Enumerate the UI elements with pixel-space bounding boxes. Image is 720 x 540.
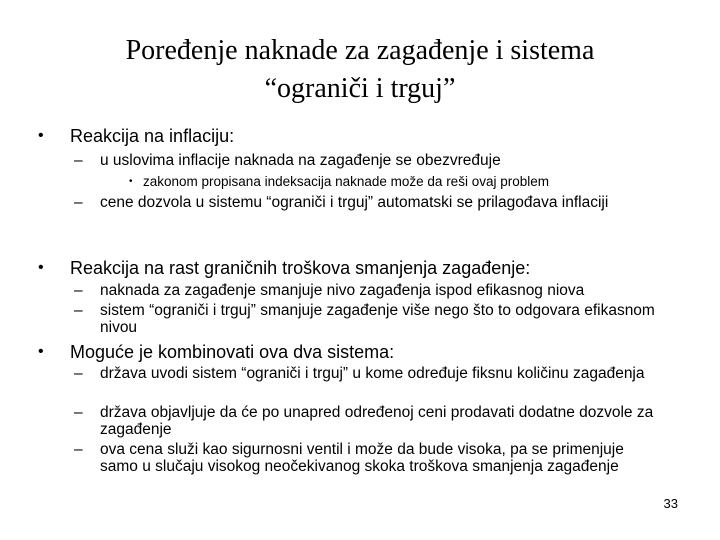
list-item bbox=[74, 152, 670, 170]
bullet-icon: • bbox=[38, 127, 44, 144]
slide-title bbox=[40, 32, 680, 108]
section-heading-marginal-costs bbox=[38, 258, 531, 278]
dash-icon: – bbox=[74, 152, 83, 169]
dash-icon: – bbox=[74, 404, 83, 421]
list-item bbox=[74, 365, 670, 383]
list-item-text: država objavljuje da će po unapred određenoj ceni prodavati dodatne dozvole za zagađenje bbox=[100, 404, 654, 438]
list-item bbox=[74, 441, 640, 475]
bullet-icon: • bbox=[129, 176, 133, 187]
list-item-text: država uvodi sistem “ograniči i trguj” u kome određuje fiksnu količinu zagađenja bbox=[100, 365, 645, 382]
list-item-text: naknada za zagađenje smanjuje nivo zagađenja ispod efikasnog niova bbox=[100, 282, 585, 299]
sub-list-item-text: zakonom propisana indeksacija naknade može da reši ovaj problem bbox=[143, 174, 549, 189]
slide-title-line-2: “ograniči i trguj” bbox=[264, 73, 456, 104]
bullet-icon: • bbox=[38, 343, 44, 360]
page-number: 33 bbox=[663, 496, 678, 511]
list-item-text: ova cena služi kao sigurnosni ventil i može da bude visoka, pa se primenjuje samo u slučaju visokog neočekivanog skoka troškova smanjenja zagađenje bbox=[100, 441, 624, 475]
dash-icon: – bbox=[74, 302, 83, 319]
list-item-text: u uslovima inflacije naknada na zagađenje se obezvređuje bbox=[100, 152, 501, 169]
list-item bbox=[74, 404, 670, 438]
dash-icon: – bbox=[74, 194, 83, 211]
slide-title-line-1: Poređenje naknade za zagađenje i sistema bbox=[125, 35, 595, 66]
list-item bbox=[74, 282, 670, 300]
list-item bbox=[74, 194, 645, 212]
section-heading-text: Reakcija na inflaciju: bbox=[70, 126, 235, 146]
section-heading-text: Moguće je kombinovati ova dva sistema: bbox=[70, 342, 395, 362]
list-item bbox=[74, 302, 670, 336]
list-item-text: cene dozvola u sistemu “ograniči i trguj” automatski se prilagođava inflaciji bbox=[100, 194, 609, 211]
bullet-icon: • bbox=[38, 259, 44, 276]
dash-icon: – bbox=[74, 365, 83, 382]
section-heading-inflation bbox=[38, 126, 235, 146]
dash-icon: – bbox=[74, 441, 83, 458]
section-heading-text: Reakcija na rast graničnih troškova smanjenja zagađenje: bbox=[70, 258, 531, 278]
dash-icon: – bbox=[74, 282, 83, 299]
sub-list-item bbox=[129, 174, 549, 189]
section-heading-combination bbox=[38, 342, 395, 362]
list-item-text: sistem “ograniči i trguj” smanjuje zagađenje više nego što to odgovara efikasnom nivou bbox=[100, 302, 655, 336]
